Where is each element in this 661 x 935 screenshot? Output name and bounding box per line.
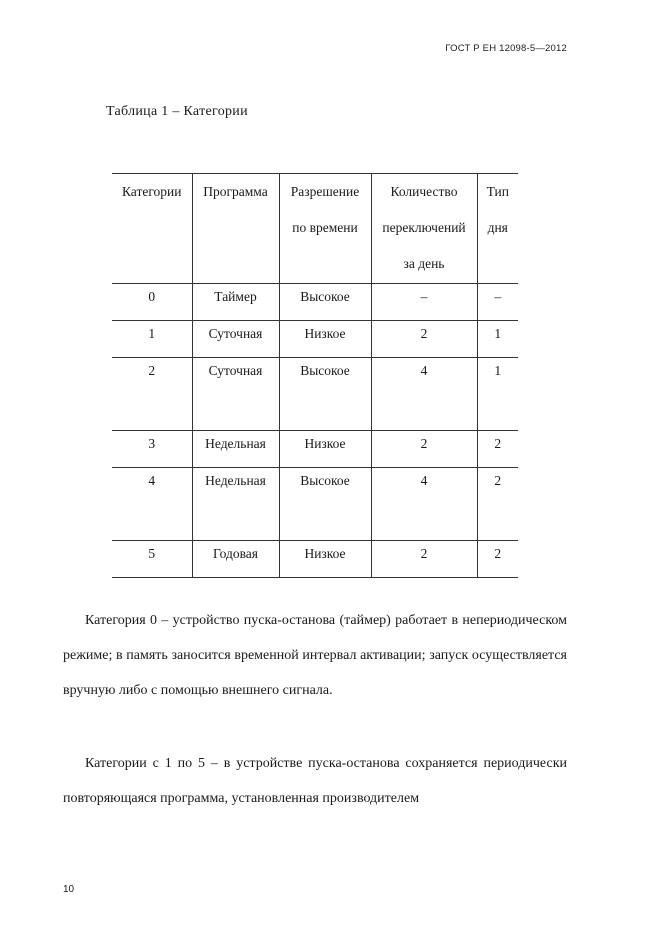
- table-cell: 5: [148, 546, 156, 561]
- header-text: Разрешение: [290, 184, 360, 199]
- table-cell: 1: [148, 326, 156, 341]
- column-header-switch-count: [371, 174, 477, 284]
- table-cell: Суточная: [192, 321, 279, 358]
- table-cell: Низкое: [279, 541, 371, 578]
- table-cell: Высокое: [279, 284, 371, 321]
- header-text: дня: [487, 220, 508, 235]
- table-cell: 2: [477, 431, 518, 468]
- table-row: [112, 358, 518, 431]
- table-cell: 2: [477, 541, 518, 578]
- column-header-time-resolution: [279, 174, 371, 284]
- header-text: Количество: [390, 184, 458, 199]
- column-header-day-type: [477, 174, 518, 284]
- paragraph-text: Категория 0 – устройство пуска-останова (таймер) работает в непериодическом режиме; в память заносится временной интервал активации; запуск осуществляется вручную либо с помощью внешнего сигнала.: [63, 613, 567, 698]
- table-cell: Таймер: [192, 284, 279, 321]
- table-cell: 3: [148, 436, 156, 451]
- table-row: [112, 541, 518, 578]
- table-row: [112, 284, 518, 321]
- table-cell: 2: [371, 431, 477, 468]
- header-text: Программа: [203, 184, 268, 199]
- table-cell: –: [371, 284, 477, 321]
- paragraph-text: Категории с 1 по 5 – в устройстве пуска-останова сохраняется периодически повторяющаяся программа, установленная производителем: [63, 756, 567, 806]
- header-text: переключений: [382, 220, 466, 235]
- table-cell: Годовая: [192, 541, 279, 578]
- column-header-program: [192, 174, 279, 284]
- table-cell: Суточная: [192, 358, 279, 431]
- table-cell: Низкое: [279, 321, 371, 358]
- table-cell: 2: [371, 321, 477, 358]
- table-cell: Низкое: [279, 431, 371, 468]
- standard-code: ГОСТ Р ЕН 12098-5—2012: [445, 43, 567, 54]
- header-text: по времени: [292, 220, 358, 235]
- table-cell: Недельная: [192, 468, 279, 541]
- table-cell: 4: [371, 468, 477, 541]
- page-number: 10: [63, 884, 75, 895]
- table-cell: 2: [371, 541, 477, 578]
- table-cell: Недельная: [192, 431, 279, 468]
- header-text: Категории: [121, 184, 182, 199]
- table-title: Таблица 1 – Категории: [106, 104, 248, 119]
- table-cell: Высокое: [279, 358, 371, 431]
- table-cell: 2: [148, 363, 156, 378]
- table-row: [112, 468, 518, 541]
- table-cell: 1: [477, 321, 518, 358]
- paragraph-category-0: [63, 603, 567, 708]
- table-cell: –: [477, 284, 518, 321]
- paragraph-categories-1-5: [63, 746, 567, 816]
- table-header-row: [112, 174, 518, 284]
- categories-table: [112, 173, 518, 578]
- table-cell: 0: [148, 289, 156, 304]
- header-text: Тип: [486, 184, 509, 199]
- table-cell: 2: [477, 468, 518, 541]
- table-cell: 4: [371, 358, 477, 431]
- table-cell: 4: [148, 473, 156, 488]
- column-header-category: [112, 174, 192, 284]
- table-row: [112, 321, 518, 358]
- table-cell: 1: [477, 358, 518, 431]
- table-cell: Высокое: [279, 468, 371, 541]
- header-text: за день: [403, 256, 445, 271]
- table-row: [112, 431, 518, 468]
